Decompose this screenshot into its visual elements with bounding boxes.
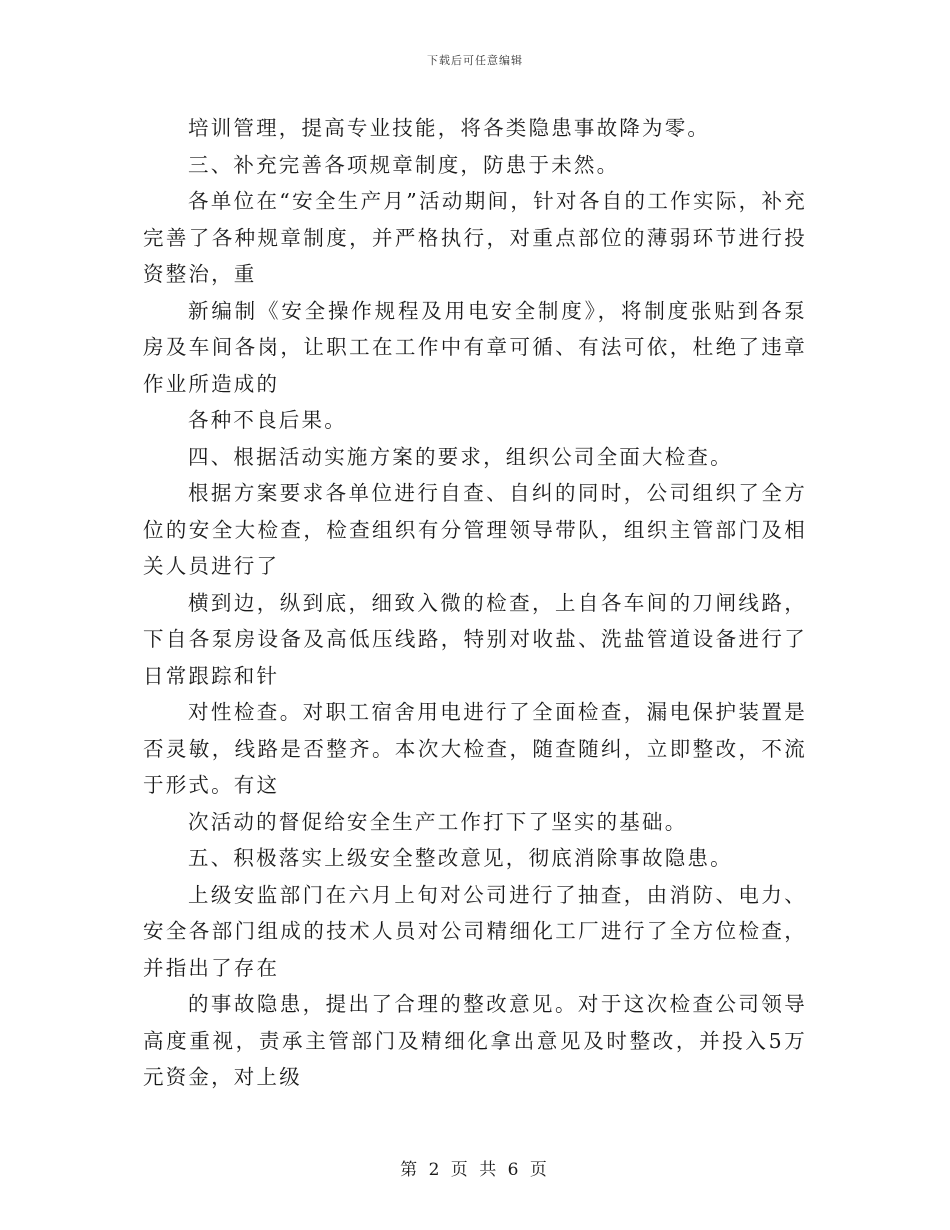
paragraph: 次活动的督促给安全生产工作打下了坚实的基础。	[188, 809, 688, 834]
document-body	[143, 110, 807, 1096]
section-heading: 五、积极落实上级安全整改意见，彻底消除事故隐患。	[188, 846, 733, 870]
section-heading: 四、根据活动实施方案的要求，组织公司全面大检查。	[188, 444, 733, 469]
paragraph: 根据方案要求各单位进行自查、自纠的同时，公司组织了全方位的安全大检查，检查组织有分管理领导带队，组织主管部门及相关人员进行了	[143, 481, 807, 578]
paragraph: 新编制《安全操作规程及用电安全制度》，将制度张贴到各泵房及车间各岗，让职工在工作中有章可循、有法可依，杜绝了违章作业所造成的	[143, 298, 807, 396]
paragraph: 横到边，纵到底，细致入微的检查，上自各车间的刀闸线路，下自各泵房设备及高低压线路，特别对收盐、洗盐管道设备进行了日常跟踪和针	[143, 590, 807, 688]
paragraph: 培训管理，提高专业技能，将各类隐患事故降为零。	[188, 116, 711, 140]
paragraph: 各单位在“安全生产月”活动期间，针对各自的工作实际，补充完善了各种规章制度，并严格执行，对重点部位的薄弱环节进行投资整治，重	[143, 189, 807, 286]
paragraph: 各种不良后果。	[188, 408, 347, 432]
page-header: 下载后可任意编辑	[427, 54, 523, 67]
paragraph: 上级安监部门在六月上旬对公司进行了抽查，由消防、电力、安全各部门组成的技术人员对公司精细化工厂进行了全方位检查，并指出了存在	[143, 882, 807, 980]
page-number: 第 2 页 共 6 页	[400, 1160, 550, 1180]
paragraph: 对性检查。对职工宿舍用电进行了全面检查，漏电保护装置是否灵敏，线路是否整齐。本次大检查，随查随纠，立即整改，不流于形式。有这	[143, 700, 807, 797]
paragraph: 的事故隐患，提出了合理的整改意见。对于这次检查公司领导高度重视，责承主管部门及精细化拿出意见及时整改，并投入5万元资金，对上级	[143, 992, 807, 1089]
section-heading: 三、补充完善各项规章制度，防患于未然。	[188, 152, 620, 177]
